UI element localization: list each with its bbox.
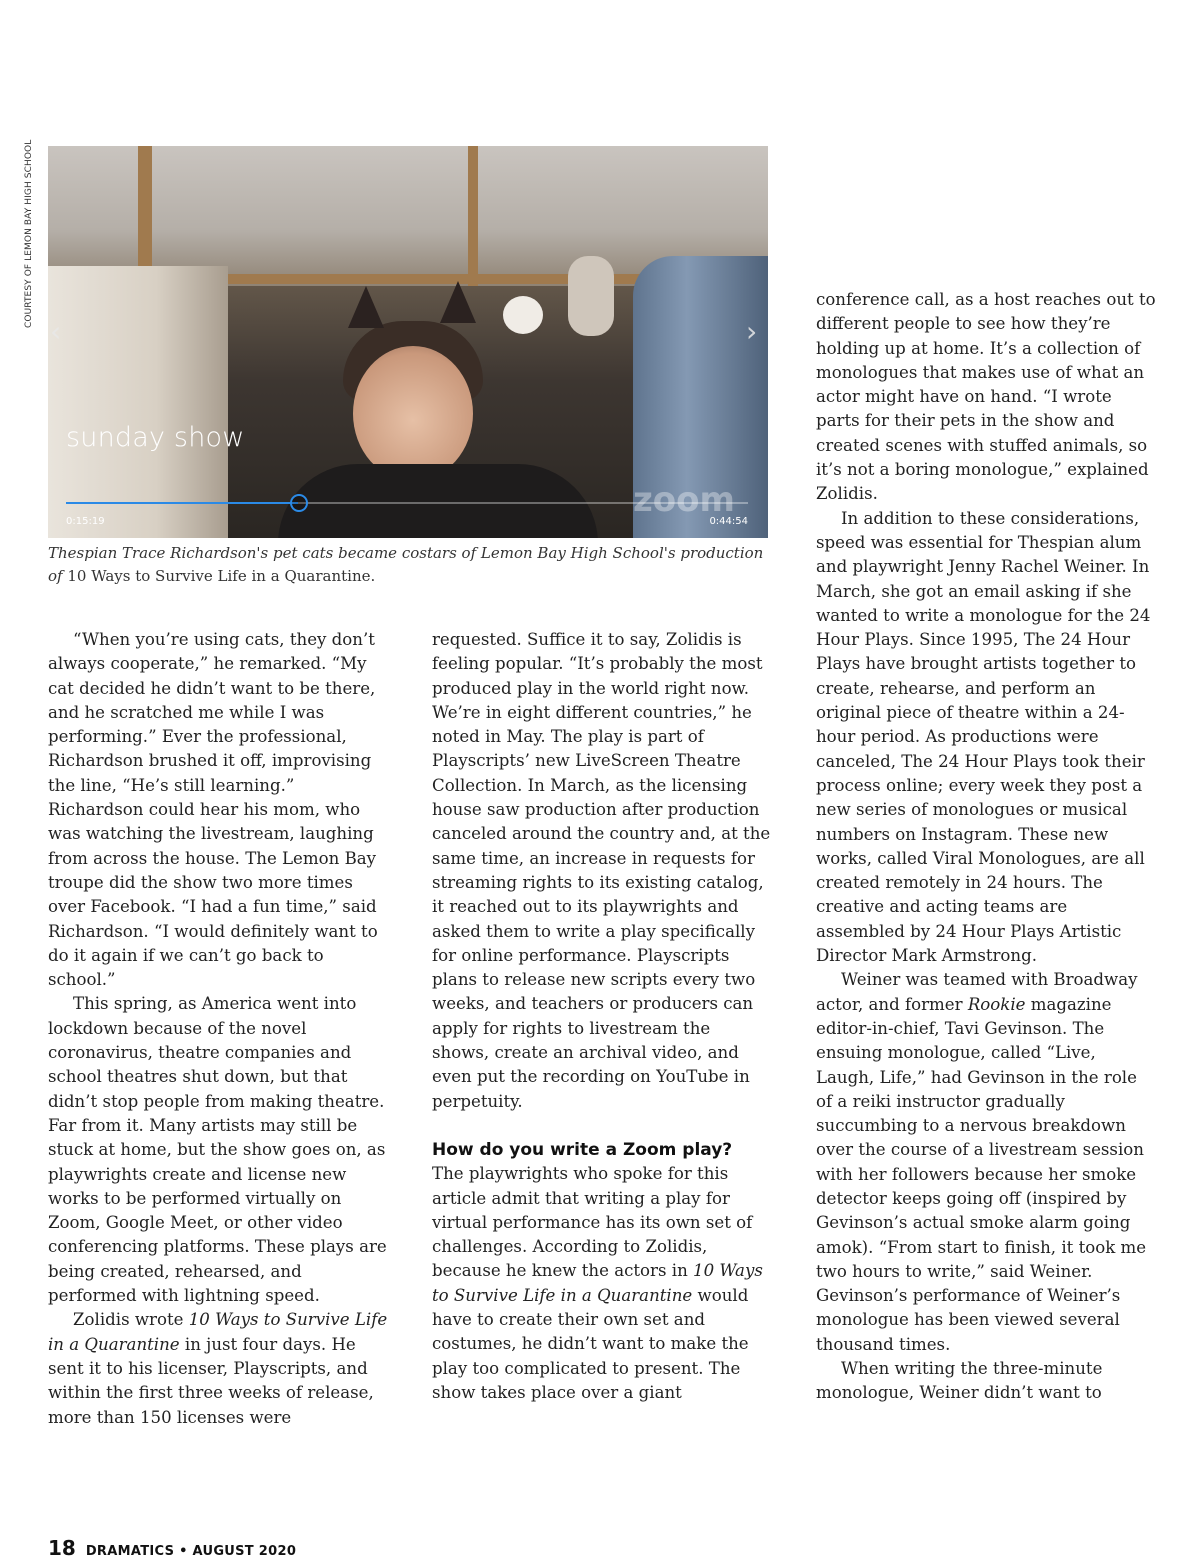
section-heading: How do you write a Zoom play? [432, 1139, 733, 1160]
paragraph-text: would have to create their own set and costumes, he didn’t want to make the play too complicated to present. The show takes place over a giant [432, 1285, 749, 1402]
paragraph: This spring, as America went into lockdown because of the novel coronavirus, theatre companies and school theatres shut down, but that didn’t stop people from making theatre. Far from it. Many artists may still be stuck at home, but the show goes on, as playwrights create and license new works to be performed virtually on Zoom, Google Meet, or other video conferencing platforms. These plays are being created, rehearsed, and performed with lightning speed. [48, 994, 387, 1306]
video-scene-body [278, 464, 598, 538]
paragraph [432, 1162, 772, 1405]
video-progress-fill [66, 502, 298, 504]
text-column-2 [432, 628, 772, 1405]
paragraph [48, 1308, 388, 1429]
video-scene-beam [468, 146, 478, 286]
page-number: 18 [48, 1536, 76, 1560]
video-scrubber-handle[interactable] [290, 494, 308, 512]
caption-play-title: 10 Ways to Survive Life in a Quarantine [67, 567, 371, 585]
publication-line: DRAMATICS • AUGUST 2020 [85, 1544, 297, 1559]
text-column-1 [48, 628, 388, 1430]
paragraph: When writing the three-minute monologue, Weiner didn’t want to [816, 1359, 1103, 1403]
paragraph-text: in just four days. He sent it to his licenser, Playscripts, and within the first three weeks of release, more than 150 licenses were [48, 1334, 374, 1427]
photo-credit-text: COURTESY OF LEMON BAY HIGH SCHOOL [24, 139, 34, 328]
video-scene-plush-toy [568, 256, 614, 336]
chevron-left-icon[interactable]: ‹ [50, 315, 62, 348]
cat-ear-right [440, 281, 476, 323]
photo-credit [24, 139, 40, 328]
chevron-right-icon[interactable]: › [746, 315, 758, 348]
paragraph-text: Weiner was teamed with Broadway actor, and former [816, 970, 1138, 1014]
paragraph: conference call, as a host reaches out to different people to see how they’re holding up at home. It’s a collection of monologues that makes use of what an actor might have on hand. “I wrote parts for their pets in the show and created scenes with stuffed animals, so it’s not a boring monologue,” explained Zolidis. [816, 290, 1156, 504]
video-player[interactable] [48, 146, 768, 538]
video-title: sunday show [66, 422, 245, 453]
photo-caption [48, 542, 768, 588]
video-progress-track[interactable] [66, 502, 748, 504]
cat-ear-left [348, 286, 384, 328]
paragraph: requested. Suffice it to say, Zolidis is feeling popular. “It’s probably the most produced play in the world right now. We’re in eight different countries,” he noted in May. The play is part of Playscripts’ new LiveScreen Theatre Collection. In March, as the licensing house saw production after production canceled around the country and, at the same time, an increase in requests for streaming rights to its existing catalog, it reached out to its playwrights and asked them to write a play specifically for online performance. Playscripts plans to release new scripts every two weeks, and teachers or producers can apply for rights to livestream the shows, create an archival video, and even put the recording on YouTube in perpetuity. [432, 630, 771, 1111]
paragraph [816, 968, 1156, 1357]
paragraph-text: The playwrights who spoke for this article admit that writing a play for virtual performance has its own set of challenges. According to Zolidis, because he knew the actors in [432, 1164, 753, 1281]
video-elapsed-time: 0:15:19 [66, 516, 105, 527]
zoom-watermark: zoom [633, 480, 735, 520]
text-column-3 [816, 288, 1156, 1406]
paragraph-text: Zolidis wrote [73, 1310, 189, 1330]
play-title: 10 Ways to Survive Life in a Quarantine [48, 1310, 388, 1354]
section-gap [432, 1114, 772, 1138]
video-scene-wall [48, 266, 228, 538]
caption-text: Thespian Trace Richardson's pet cats became costars of Lemon Bay High School's production of [48, 544, 764, 585]
paragraph: In addition to these considerations, speed was essential for Thespian alum and playwright Jenny Rachel Weiner. In March, she got an email asking if she wanted to write a monologue for the 24 Hour Plays. Since 1995, The 24 Hour Plays have brought artists together to create, rehearse, and perform an original piece of theatre within a 24-hour period. As productions were canceled, The 24 Hour Plays took their process online; every week they post a new series of monologues or musical numbers on Instagram. These new works, called Viral Monologues, are all created remotely in 24 hours. The creative and acting teams are assembled by 24 Hour Plays Artistic Director Mark Armstrong. [816, 508, 1151, 966]
video-scene-cat [503, 296, 543, 334]
paragraph-text: magazine editor-in-chief, Tavi Gevinson. The ensuing monologue, called “Live, Laugh, Life,” had Gevinson in the role of a reiki instructor gradually succumbing to a nervous breakdown over the course of a livestream session with her followers because her smoke detector keeps going off (inspired by Gevinson’s actual smoke alarm going amok). “From start to finish, it took me two hours to write,” said Weiner. Gevinson’s performance of Weiner’s monologue has been viewed several thousand times. [816, 994, 1147, 1354]
magazine-title: Rookie [967, 994, 1026, 1014]
page-footer [48, 1536, 296, 1560]
paragraph: “When you’re using cats, they don’t always cooperate,” he remarked. “My cat decided he didn’t want to be there, and he scratched me while I was performing.” Ever the professional, Richardson brushed it off, improvising the line, “He’s still learning.” Richardson could hear his mom, who was watching the livestream, laughing from across the house. The Lemon Bay troupe did the show two more times over Facebook. “I had a fun time,” said Richardson. “I would definitely want to do it again if we can’t go back to school.” [48, 630, 378, 990]
play-title: 10 Ways to Survive Life in a Quarantine [432, 1261, 763, 1305]
caption-end: . [370, 567, 376, 585]
video-duration: 0:44:54 [709, 516, 748, 527]
video-scene-face [353, 346, 473, 481]
